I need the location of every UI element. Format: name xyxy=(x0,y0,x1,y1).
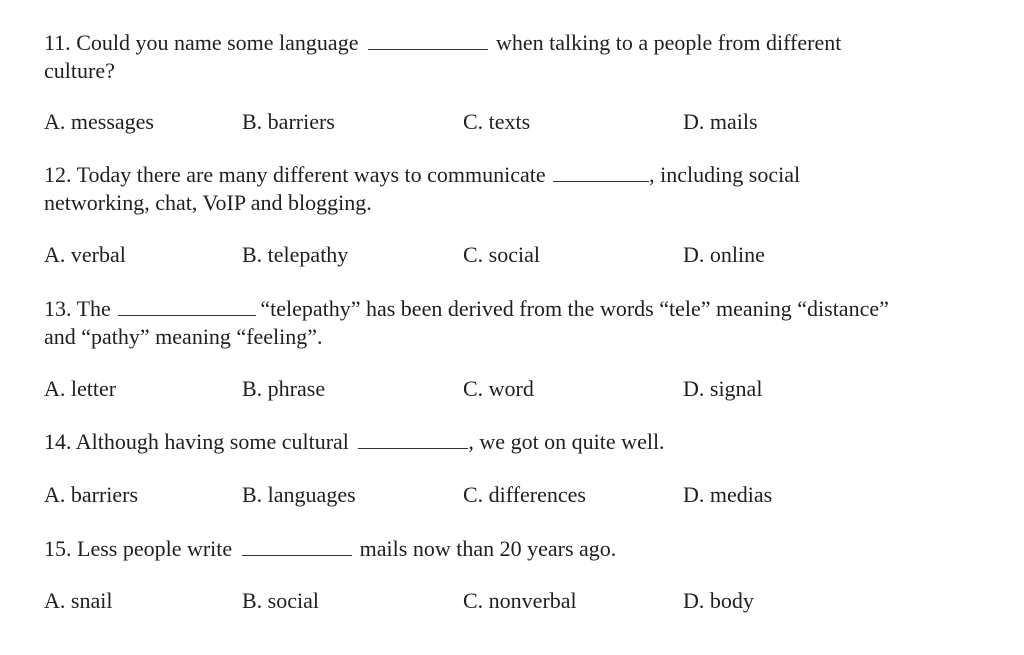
question-14-option-a: A. barriers xyxy=(44,482,139,507)
question-13-line-1 xyxy=(44,296,889,322)
answer-blank xyxy=(368,31,488,50)
question-text-after: , including social xyxy=(649,162,801,187)
question-text-after: when talking to a people from different xyxy=(495,30,842,55)
question-15-option-a: A. snail xyxy=(44,588,113,613)
question-12-option-c: C. social xyxy=(463,242,540,267)
question-15-option-b: B. social xyxy=(242,588,319,613)
question-text-after: “telepathy” has been derived from the words “tele” meaning “distance” xyxy=(260,296,889,321)
question-14-option-d: D. medias xyxy=(683,482,773,507)
question-number: 12. xyxy=(44,162,72,187)
question-14-option-c: C. differences xyxy=(463,482,586,507)
question-13-option-d: D. signal xyxy=(683,376,763,401)
question-13-option-c: C. word xyxy=(463,376,534,401)
answer-blank xyxy=(118,297,256,316)
question-15-option-d: D. body xyxy=(683,588,754,613)
question-12-line-2: networking, chat, VoIP and blogging. xyxy=(44,190,372,215)
question-number: 15. xyxy=(44,536,72,561)
question-11-option-c: C. texts xyxy=(463,109,531,134)
question-14-line-1 xyxy=(44,429,665,455)
question-number: 11. xyxy=(44,30,71,55)
question-15-option-c: C. nonverbal xyxy=(463,588,577,613)
answer-blank xyxy=(358,430,468,449)
question-text-before: Although having some cultural xyxy=(75,429,349,454)
question-12-option-d: D. online xyxy=(683,242,765,267)
question-13-option-b: B. phrase xyxy=(242,376,326,401)
question-14-option-b: B. languages xyxy=(242,482,356,507)
question-text-before: The xyxy=(76,296,111,321)
question-number: 13. xyxy=(44,296,72,321)
question-11-option-d: D. mails xyxy=(683,109,758,134)
question-text-before: Today there are many different ways to communicate xyxy=(76,162,546,187)
question-12-option-b: B. telepathy xyxy=(242,242,349,267)
answer-blank xyxy=(242,537,352,556)
question-11-option-a: A. messages xyxy=(44,109,154,134)
question-11-line-1 xyxy=(44,30,841,56)
question-12-line-1 xyxy=(44,162,800,188)
question-15-line-1 xyxy=(44,536,616,562)
question-12-option-a: A. verbal xyxy=(44,242,126,267)
question-13-option-a: A. letter xyxy=(44,376,117,401)
question-text-after: , we got on quite well. xyxy=(468,429,665,454)
question-text-after: mails now than 20 years ago. xyxy=(359,536,617,561)
question-text-before: Less people write xyxy=(77,536,233,561)
question-11-line-2: culture? xyxy=(44,58,115,83)
question-13-line-2: and “pathy” meaning “feeling”. xyxy=(44,324,323,349)
answer-blank xyxy=(553,163,649,182)
question-11-option-b: B. barriers xyxy=(242,109,335,134)
question-text-before: Could you name some language xyxy=(76,30,359,55)
question-number: 14. xyxy=(44,429,72,454)
